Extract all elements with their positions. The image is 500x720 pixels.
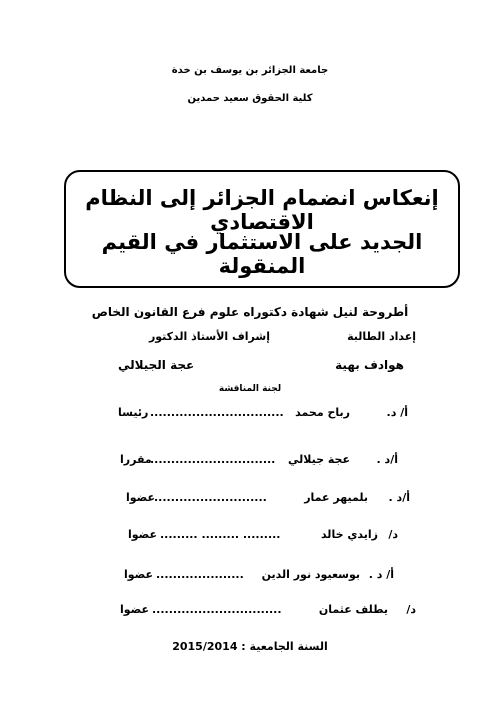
member-title: د/ [406,603,416,616]
title-line-1: إنعكاس انضمام الجزائر إلى النظام الاقتصادي [85,186,439,234]
member-title: أ/د . [388,491,410,504]
member-title: أ/ د. [386,406,408,419]
committee-member [0,406,500,426]
committee-member [0,603,500,623]
member-role: عضوا [126,491,156,504]
member-dots: ........................... [154,491,267,504]
committee-member [0,528,500,548]
member-name: بلميهر عمار [304,491,368,504]
university-name: جامعة الجزائر بن يوسف بن خدة [171,65,329,76]
academic-year: السنة الجامعية : 2015/2014 [172,640,328,653]
faculty-name: كلية الحقوق سعيد حمدين [187,93,313,104]
supervisor-name: عجة الجيلالي [118,358,195,372]
member-name: يطلف عثمان [318,603,388,616]
member-title: د/ [388,528,398,541]
thesis-purpose: أطروحة لنيل شهادة دكتوراه علوم فرع القانون الخاص [91,305,409,319]
member-name: زايدي خالد [320,528,378,541]
title-box [64,170,460,288]
member-role: عضوا [128,528,158,541]
member-name: عجة جيلالي [288,453,350,466]
committee-member [0,453,500,473]
member-dots: ................................ [150,406,284,419]
member-dots: .............................. [150,453,276,466]
member-dots: ............................... [152,603,282,616]
member-role: رئيسا [118,406,149,419]
member-title: أ/د . [376,453,398,466]
member-title: أ/ د . [368,568,394,581]
student-name: هوادف بهية [335,358,404,372]
member-name: رباح محمد [295,406,350,419]
member-dots: ..................... [156,568,244,581]
prepared-by-label: إعداد الطالبة [347,330,416,343]
member-name: بوسعيود نور الدين [261,568,360,581]
member-role: مقررا [120,453,152,466]
committee-member [0,568,500,588]
supervisor-label: إشراف الأستاذ الدكتور [148,330,270,343]
member-role: عضوا [120,603,150,616]
committee-member [0,491,500,511]
member-dots: ......... ......... ......... [160,528,281,541]
member-role: عضوا [124,568,154,581]
title-line-2: الجديد على الاستثمار في القيم المنقولة [101,230,423,278]
committee-title: لجنة المناقشة [218,384,282,394]
